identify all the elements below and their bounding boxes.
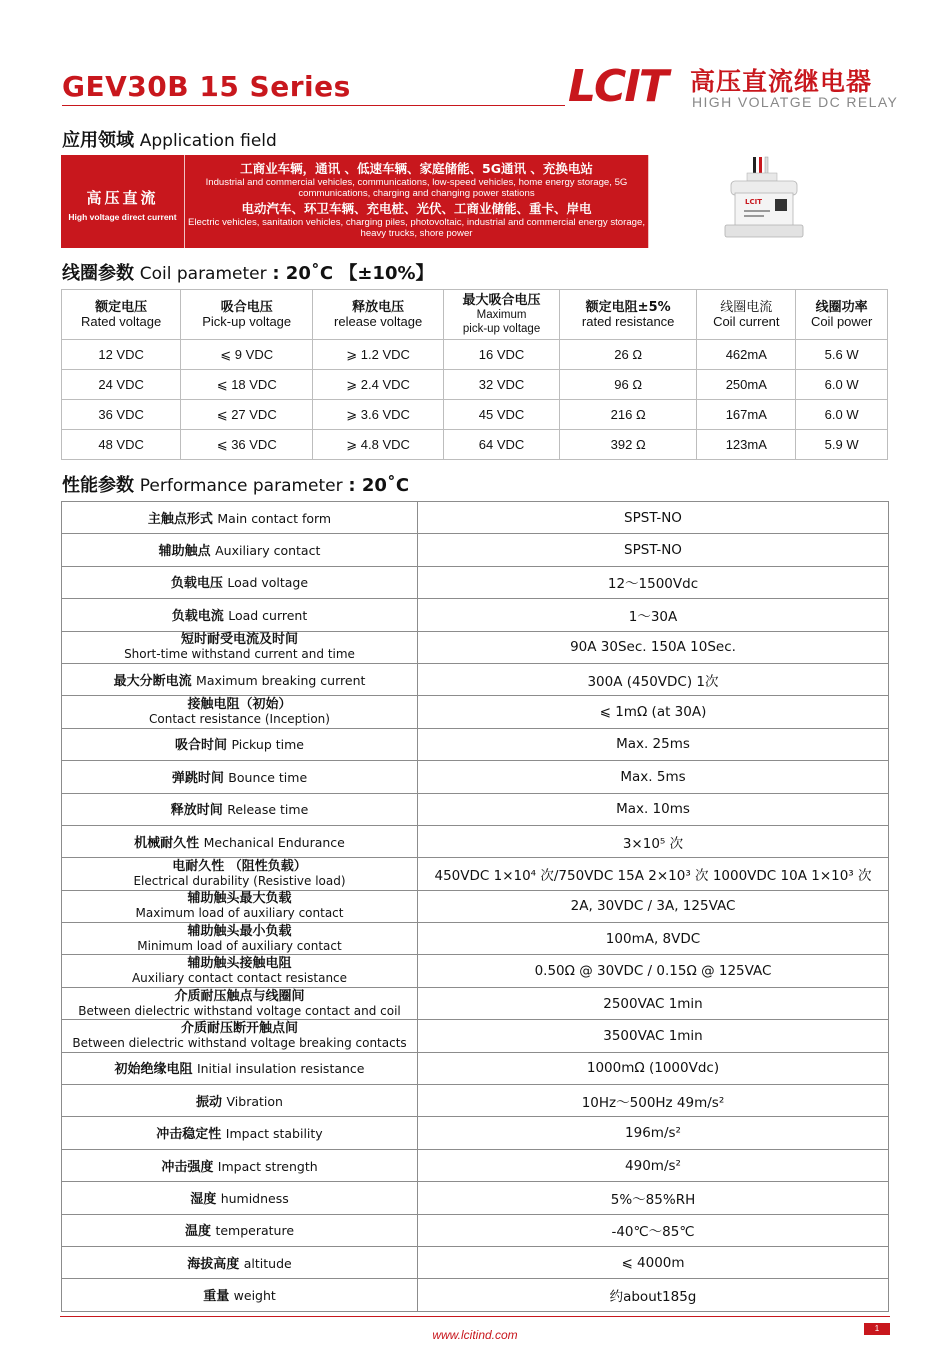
parameter-name-cell: [62, 1085, 418, 1117]
parameter-value-cell: -40℃～85℃: [418, 1214, 889, 1246]
parameter-name-cell: [62, 534, 418, 566]
parameter-name-cn: 湿度: [190, 1191, 217, 1207]
parameter-value-cell: Max. 10ms: [418, 793, 889, 825]
parameter-name-en: Vibration: [226, 1093, 283, 1109]
parameter-value-cell: 1000mΩ (1000Vdc): [418, 1052, 889, 1084]
performance-section-title: [62, 471, 409, 497]
coil-table-header: [62, 290, 888, 340]
parameter-value-cell: Max. 25ms: [418, 728, 889, 760]
parameter-name-cell: [62, 566, 418, 598]
parameter-name-cn: 海拔高度: [187, 1256, 240, 1272]
parameter-value-cell: 490m/s²: [418, 1149, 889, 1181]
parameter-name-cn: 负载电流: [171, 608, 224, 624]
table-row: [62, 923, 889, 955]
parameter-name-en: Initial insulation resistance: [196, 1061, 365, 1077]
performance-condition: : 20˚C: [348, 475, 410, 496]
parameter-value-cell: 450VDC 1×10⁴ 次/750VDC 15A 2×10³ 次 1000VDC 10A 1×10³ 次: [418, 858, 889, 890]
rated-resistance-cell: 216 Ω: [560, 400, 697, 430]
table-row: [62, 858, 889, 890]
brand-name-en: HIGH VOLATGE DC RELAY: [692, 94, 899, 110]
parameter-name-cn: 辅助触头接触电阻: [187, 956, 292, 972]
table-row: [62, 1020, 889, 1052]
parameter-name-cn: 介质耐压触点与线圈间: [174, 988, 305, 1004]
release-voltage-cell: ⩾ 4.8 VDC: [313, 430, 444, 460]
parameter-name-en: humidness: [220, 1190, 289, 1206]
category-cn: 高压直流: [86, 189, 159, 207]
parameter-name-cn: 主触点形式: [147, 511, 213, 527]
table-row: [62, 728, 889, 760]
parameter-value-cell: Max. 5ms: [418, 761, 889, 793]
page-number: 1: [864, 1323, 890, 1335]
table-row: [62, 761, 889, 793]
parameter-name-en: Electrical durability (Resistive load): [133, 873, 346, 888]
table-row: [62, 370, 888, 400]
coil-current-cell: 250mA: [697, 370, 796, 400]
application-line1-en: Industrial and commercial vehicles, communications, low-speed vehicles, home energy storage, 5G communications, charging and changing power stations: [205, 177, 628, 199]
max-pickup-voltage-cell: 16 VDC: [444, 340, 560, 370]
table-row: [62, 1052, 889, 1084]
rated-voltage-cell: 36 VDC: [62, 400, 181, 430]
table-row: [62, 631, 889, 663]
header-release-voltage: 释放电压 release voltage: [313, 290, 444, 340]
parameter-value-cell: 90A 30Sec. 150A 10Sec.: [418, 631, 889, 663]
max-pickup-voltage-cell: 45 VDC: [444, 400, 560, 430]
pickup-voltage-cell: ⩽ 36 VDC: [181, 430, 313, 460]
parameter-name-cell: [62, 923, 418, 955]
parameter-name-en: Load voltage: [227, 575, 309, 591]
performance-title-en: Performance parameter: [139, 476, 343, 496]
coil-title-cn: 线圈参数: [62, 263, 134, 284]
header-rated-voltage: 额定电压 Rated voltage: [62, 290, 181, 340]
parameter-name-en: altitude: [243, 1255, 292, 1271]
max-pickup-voltage-cell: 32 VDC: [444, 370, 560, 400]
performance-parameter-table: [61, 501, 889, 1312]
brand-name-cn: 高压直流继电器: [690, 67, 873, 96]
parameter-value-cell: 10Hz～500Hz 49m/s²: [418, 1085, 889, 1117]
parameter-name-en: weight: [233, 1288, 276, 1304]
coil-power-cell: 6.0 W: [796, 400, 888, 430]
parameter-name-en: Mechanical Endurance: [203, 834, 345, 850]
application-title-cn: 应用领域: [62, 130, 134, 151]
parameter-name-en: Release time: [227, 802, 309, 818]
parameter-value-cell: SPST-NO: [418, 534, 889, 566]
parameter-name-en: Contact resistance (Inception): [149, 712, 330, 727]
relay-qr-code: [775, 199, 787, 211]
parameter-value-cell: SPST-NO: [418, 502, 889, 534]
rated-voltage-cell: 48 VDC: [62, 430, 181, 460]
table-row: [62, 1085, 889, 1117]
parameter-name-cell: [62, 825, 418, 857]
parameter-name-cn: 初始绝缘电阻: [114, 1062, 193, 1078]
coil-current-cell: 167mA: [697, 400, 796, 430]
parameter-name-en: Auxiliary contact: [215, 543, 321, 559]
coil-condition: : 20˚C 【±10%】: [272, 263, 434, 284]
parameter-name-en: Between dielectric withstand voltage breaking contacts: [72, 1035, 407, 1050]
parameter-name-cn: 辅助触头最小负载: [187, 923, 292, 939]
parameter-name-cell: [62, 1246, 418, 1278]
relay-illustration: [649, 155, 888, 248]
pickup-voltage-cell: ⩽ 27 VDC: [181, 400, 313, 430]
parameter-value-cell: 3500VAC 1min: [418, 1020, 889, 1052]
parameter-value-cell: ⩽ 4000m: [418, 1246, 889, 1278]
relay-terminal: [747, 173, 777, 181]
parameter-value-cell: 196m/s²: [418, 1117, 889, 1149]
parameter-name-cell: [62, 987, 418, 1019]
parameter-name-cn: 辅助触头最大负载: [187, 891, 292, 907]
table-row: [62, 825, 889, 857]
release-voltage-cell: ⩾ 1.2 VDC: [313, 340, 444, 370]
parameter-name-cn: 重量: [203, 1289, 230, 1305]
parameter-value-cell: 300A (450VDC) 1次: [418, 663, 889, 695]
parameter-value-cell: 100mA, 8VDC: [418, 923, 889, 955]
table-row: [62, 1117, 889, 1149]
application-banner: [61, 155, 888, 248]
rated-resistance-cell: 26 Ω: [560, 340, 697, 370]
parameter-name-cell: [62, 1052, 418, 1084]
coil-power-cell: 6.0 W: [796, 370, 888, 400]
parameter-name-en: Impact stability: [225, 1126, 323, 1142]
parameter-name-cell: [62, 858, 418, 890]
application-line1-cn: 工商业车辆，通讯 、低速车辆、家庭储能、5G通讯 、充换电站: [240, 161, 593, 176]
parameter-name-cell: [62, 761, 418, 793]
table-row: [62, 1149, 889, 1181]
parameter-name-cn: 短时耐受电流及时间: [180, 632, 298, 648]
coil-section-title: [62, 259, 434, 285]
lcit-logo: [566, 62, 688, 106]
parameter-name-en: Maximum load of auxiliary contact: [135, 906, 344, 921]
rated-resistance-cell: 96 Ω: [560, 370, 697, 400]
relay-label-logo: LCIT: [745, 198, 762, 206]
parameter-name-cell: [62, 793, 418, 825]
parameter-name-cn: 接触电阻（初始）: [187, 697, 292, 713]
table-row: [62, 566, 889, 598]
table-row: [62, 1182, 889, 1214]
category-en: High voltage direct current: [68, 212, 177, 222]
pickup-voltage-cell: ⩽ 9 VDC: [181, 340, 313, 370]
table-row: [62, 400, 888, 430]
title-underline: [62, 105, 565, 106]
parameter-value-cell: 0.50Ω @ 30VDC / 0.15Ω @ 125VAC: [418, 955, 889, 987]
parameter-name-cn: 辅助触点: [158, 544, 211, 560]
parameter-name-en: Maximum breaking current: [196, 672, 366, 688]
application-line2-en: Electric vehicles, sanitation vehicles, charging piles, photovoltaic, industrial and commercial energy storage, heavy trucks, shore power: [188, 217, 645, 239]
header-max-pickup-voltage: 最大吸合电压 Maximum pick-up voltage: [444, 290, 560, 340]
parameter-name-cell: [62, 631, 418, 663]
parameter-name-en: Pickup time: [231, 737, 304, 753]
coil-power-cell: 5.9 W: [796, 430, 888, 460]
table-row: [62, 1214, 889, 1246]
table-row: [62, 1279, 889, 1311]
parameter-name-en: Bounce time: [228, 769, 308, 785]
parameter-name-cell: [62, 1117, 418, 1149]
max-pickup-voltage-cell: 64 VDC: [444, 430, 560, 460]
parameter-name-en: Minimum load of auxiliary contact: [137, 938, 342, 953]
rated-voltage-cell: 24 VDC: [62, 370, 181, 400]
parameter-name-en: Short-time withstand current and time: [124, 647, 355, 662]
header-pickup-voltage: 吸合电压 Pick-up voltage: [181, 290, 313, 340]
header-coil-power: 线圈功率 Coil power: [796, 290, 888, 340]
parameter-value-cell: 12～1500Vdc: [418, 566, 889, 598]
release-voltage-cell: ⩾ 2.4 VDC: [313, 370, 444, 400]
parameter-name-cell: [62, 1020, 418, 1052]
coil-power-cell: 5.6 W: [796, 340, 888, 370]
parameter-name-cn: 振动: [196, 1094, 223, 1110]
parameter-value-cell: 1～30A: [418, 599, 889, 631]
parameter-value-cell: 2500VAC 1min: [418, 987, 889, 1019]
parameter-name-cn: 释放时间: [170, 803, 223, 819]
parameter-name-cn: 弹跳时间: [171, 770, 224, 786]
application-line2-cn: 电动汽车、环卫车辆、充电桩、光伏、工商业储能、重卡、岸电: [241, 201, 592, 216]
parameter-name-cell: [62, 502, 418, 534]
parameter-name-en: Auxiliary contact contact resistance: [131, 971, 348, 986]
product-photo: [649, 155, 888, 248]
parameter-value-cell: 3×10⁵ 次: [418, 825, 889, 857]
logo-text: LCIT: [568, 62, 667, 106]
table-row: [62, 430, 888, 460]
release-voltage-cell: ⩾ 3.6 VDC: [313, 400, 444, 430]
parameter-name-cell: [62, 1214, 418, 1246]
table-row: [62, 534, 889, 566]
parameter-value-cell: ⩽ 1mΩ (at 30A): [418, 696, 889, 728]
parameter-name-cell: [62, 1149, 418, 1181]
table-row: [62, 599, 889, 631]
parameter-name-cell: [62, 1279, 418, 1311]
coil-title-en: Coil parameter: [139, 264, 267, 284]
parameter-name-en: Main contact form: [217, 510, 332, 526]
parameter-name-cell: [62, 890, 418, 922]
parameter-name-cell: [62, 599, 418, 631]
parameter-name-en: Between dielectric withstand voltage contact and coil: [78, 1003, 401, 1018]
parameter-name-cn: 负载电压: [170, 576, 223, 592]
table-row: [62, 890, 889, 922]
pickup-voltage-cell: ⩽ 18 VDC: [181, 370, 313, 400]
document-title: GEV30B 15 Series: [62, 70, 351, 103]
footer-url[interactable]: www.lcitind.com: [432, 1328, 518, 1342]
coil-current-cell: 462mA: [697, 340, 796, 370]
application-list: [185, 155, 649, 248]
parameter-value-cell: 2A, 30VDC / 3A, 125VAC: [418, 890, 889, 922]
rated-resistance-cell: 392 Ω: [560, 430, 697, 460]
parameter-name-cn: 介质耐压断开触点间: [180, 1020, 298, 1036]
table-row: [62, 1246, 889, 1278]
parameter-name-cn: 吸合时间: [174, 738, 227, 754]
header-rated-resistance: 额定电阻±5% rated resistance: [560, 290, 697, 340]
parameter-name-cell: [62, 1182, 418, 1214]
parameter-name-en: Impact strength: [217, 1158, 318, 1174]
application-title-en: Application field: [139, 131, 277, 151]
header-coil-current: 线圈电流 Coil current: [697, 290, 796, 340]
table-row: [62, 340, 888, 370]
parameter-name-cell: [62, 696, 418, 728]
parameter-name-cell: [62, 955, 418, 987]
parameter-name-cn: 冲击强度: [161, 1159, 214, 1175]
parameter-name-cell: [62, 728, 418, 760]
parameter-name-cn: 机械耐久性: [134, 835, 200, 851]
parameter-name-cell: [62, 663, 418, 695]
parameter-value-cell: 5%～85%RH: [418, 1182, 889, 1214]
parameter-value-cell: 约about185g: [418, 1279, 889, 1311]
parameter-name-en: temperature: [215, 1223, 295, 1239]
parameter-name-en: Load current: [228, 607, 308, 623]
application-section-title: [62, 126, 277, 152]
table-row: [62, 696, 889, 728]
footer-line: [60, 1316, 890, 1317]
table-row: [62, 955, 889, 987]
coil-parameter-table: [61, 289, 888, 460]
table-row: [62, 663, 889, 695]
parameter-name-cn: 冲击稳定性: [156, 1127, 222, 1143]
coil-current-cell: 123mA: [697, 430, 796, 460]
table-row: [62, 793, 889, 825]
parameter-name-cn: 最大分断电流: [113, 673, 192, 689]
rated-voltage-cell: 12 VDC: [62, 340, 181, 370]
application-category: [61, 155, 185, 248]
relay-base: [725, 225, 803, 237]
table-row: [62, 502, 889, 534]
parameter-name-cn: 电耐久性 （阻性负载）: [172, 858, 307, 874]
performance-title-cn: 性能参数: [62, 475, 134, 496]
parameter-name-cn: 温度: [184, 1224, 211, 1240]
table-row: [62, 987, 889, 1019]
